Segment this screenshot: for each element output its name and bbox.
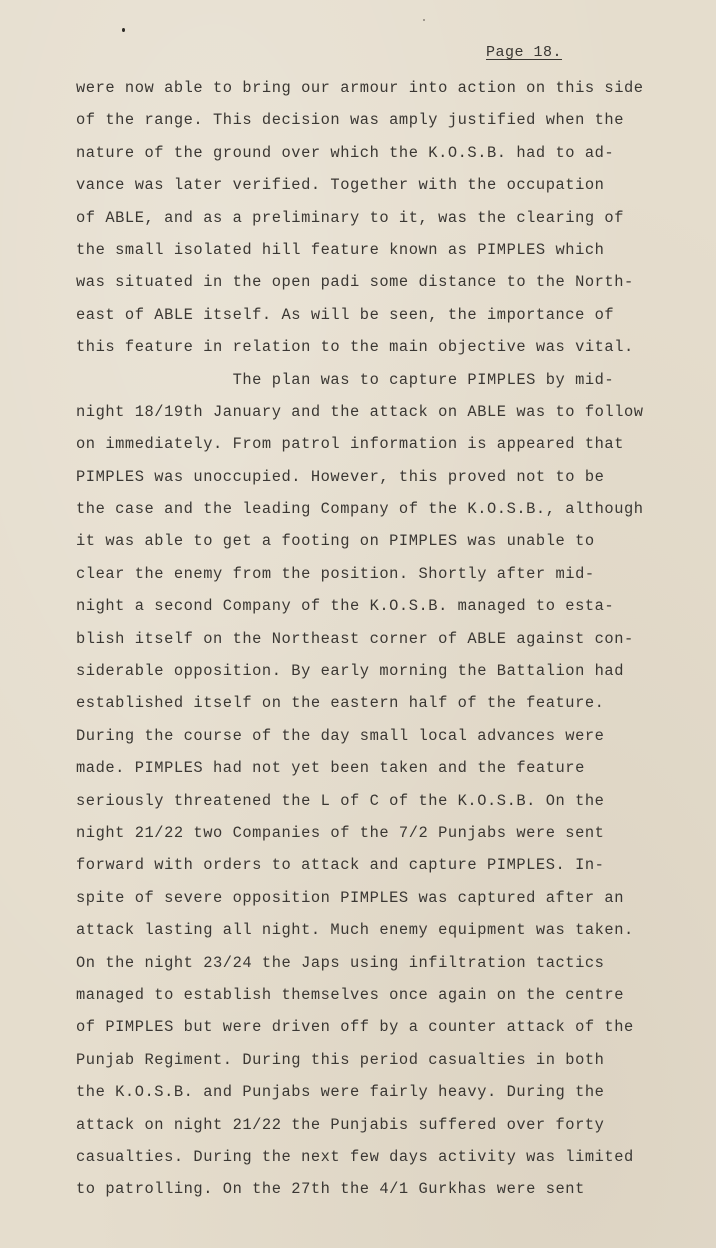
text-line: blish itself on the Northeast corner of ABLE against con-	[76, 629, 634, 648]
text-line: it was able to get a footing on PIMPLES was unable to	[76, 532, 595, 551]
text-line: the K.O.S.B. and Punjabs were fairly heavy. During the	[76, 1083, 605, 1102]
text-line: were now able to bring our armour into action on this side	[76, 79, 644, 97]
text-line: vance was later verified. Together with the occupation	[76, 176, 605, 195]
ink-speck	[122, 28, 125, 32]
text-line: on immediately. From patrol information is appeared that	[76, 435, 625, 454]
body-text	[76, 72, 706, 1206]
text-line: attack lasting all night. Much enemy equipment was taken.	[76, 921, 634, 940]
text-line: attack on night 21/22 the Punjabis suffered over forty	[76, 1115, 605, 1134]
text-line: siderable opposition. By early morning the Battalion had	[76, 662, 625, 681]
text-line: night 21/22 two Companies of the 7/2 Punjabs were sent	[76, 823, 605, 842]
text-line: nature of the ground over which the K.O.S.B. had to ad-	[76, 143, 615, 162]
text-line: seriously threatened the L of C of the K.O.S.B. On the	[76, 791, 605, 810]
text-line: the case and the leading Company of the K.O.S.B., although	[76, 500, 644, 519]
text-line: of PIMPLES but were driven off by a counter attack of the	[76, 1018, 634, 1037]
text-line: During the course of the day small local advances were	[76, 726, 605, 745]
text-line: to patrolling. On the 27th the 4/1 Gurkhas were sent	[76, 1180, 585, 1199]
text-line: this feature in relation to the main objective was vital.	[76, 338, 634, 357]
text-line: spite of severe opposition PIMPLES was captured after an	[76, 888, 625, 907]
text-line: of ABLE, and as a preliminary to it, was the clearing of	[76, 208, 625, 227]
text-line: the small isolated hill feature known as PIMPLES which	[76, 240, 605, 259]
text-line: casualties. During the next few days activity was limited	[76, 1147, 634, 1166]
text-line: On the night 23/24 the Japs using infiltration tactics	[76, 953, 605, 972]
ink-speck	[423, 19, 425, 21]
text-line: managed to establish themselves once again on the centre	[76, 985, 625, 1004]
text-line: forward with orders to attack and capture PIMPLES. In-	[76, 856, 605, 875]
text-line: made. PIMPLES had not yet been taken and the feature	[76, 759, 585, 778]
text-line: Punjab Regiment. During this period casualties in both	[76, 1050, 605, 1069]
text-line: was situated in the open padi some distance to the North-	[76, 273, 634, 292]
text-line: of the range. This decision was amply justified when the	[76, 111, 625, 130]
text-line: clear the enemy from the position. Shortly after mid-	[76, 564, 595, 583]
text-line: night a second Company of the K.O.S.B. managed to esta-	[76, 597, 615, 616]
text-line: night 18/19th January and the attack on ABLE was to follow	[76, 402, 644, 421]
text-line: established itself on the eastern half of the feature.	[76, 694, 605, 713]
page-number: Page 18.	[486, 44, 563, 61]
text-line: The plan was to capture PIMPLES by mid-	[76, 370, 615, 389]
text-line: east of ABLE itself. As will be seen, the importance of	[76, 305, 615, 324]
text-line: PIMPLES was unoccupied. However, this proved not to be	[76, 467, 605, 486]
